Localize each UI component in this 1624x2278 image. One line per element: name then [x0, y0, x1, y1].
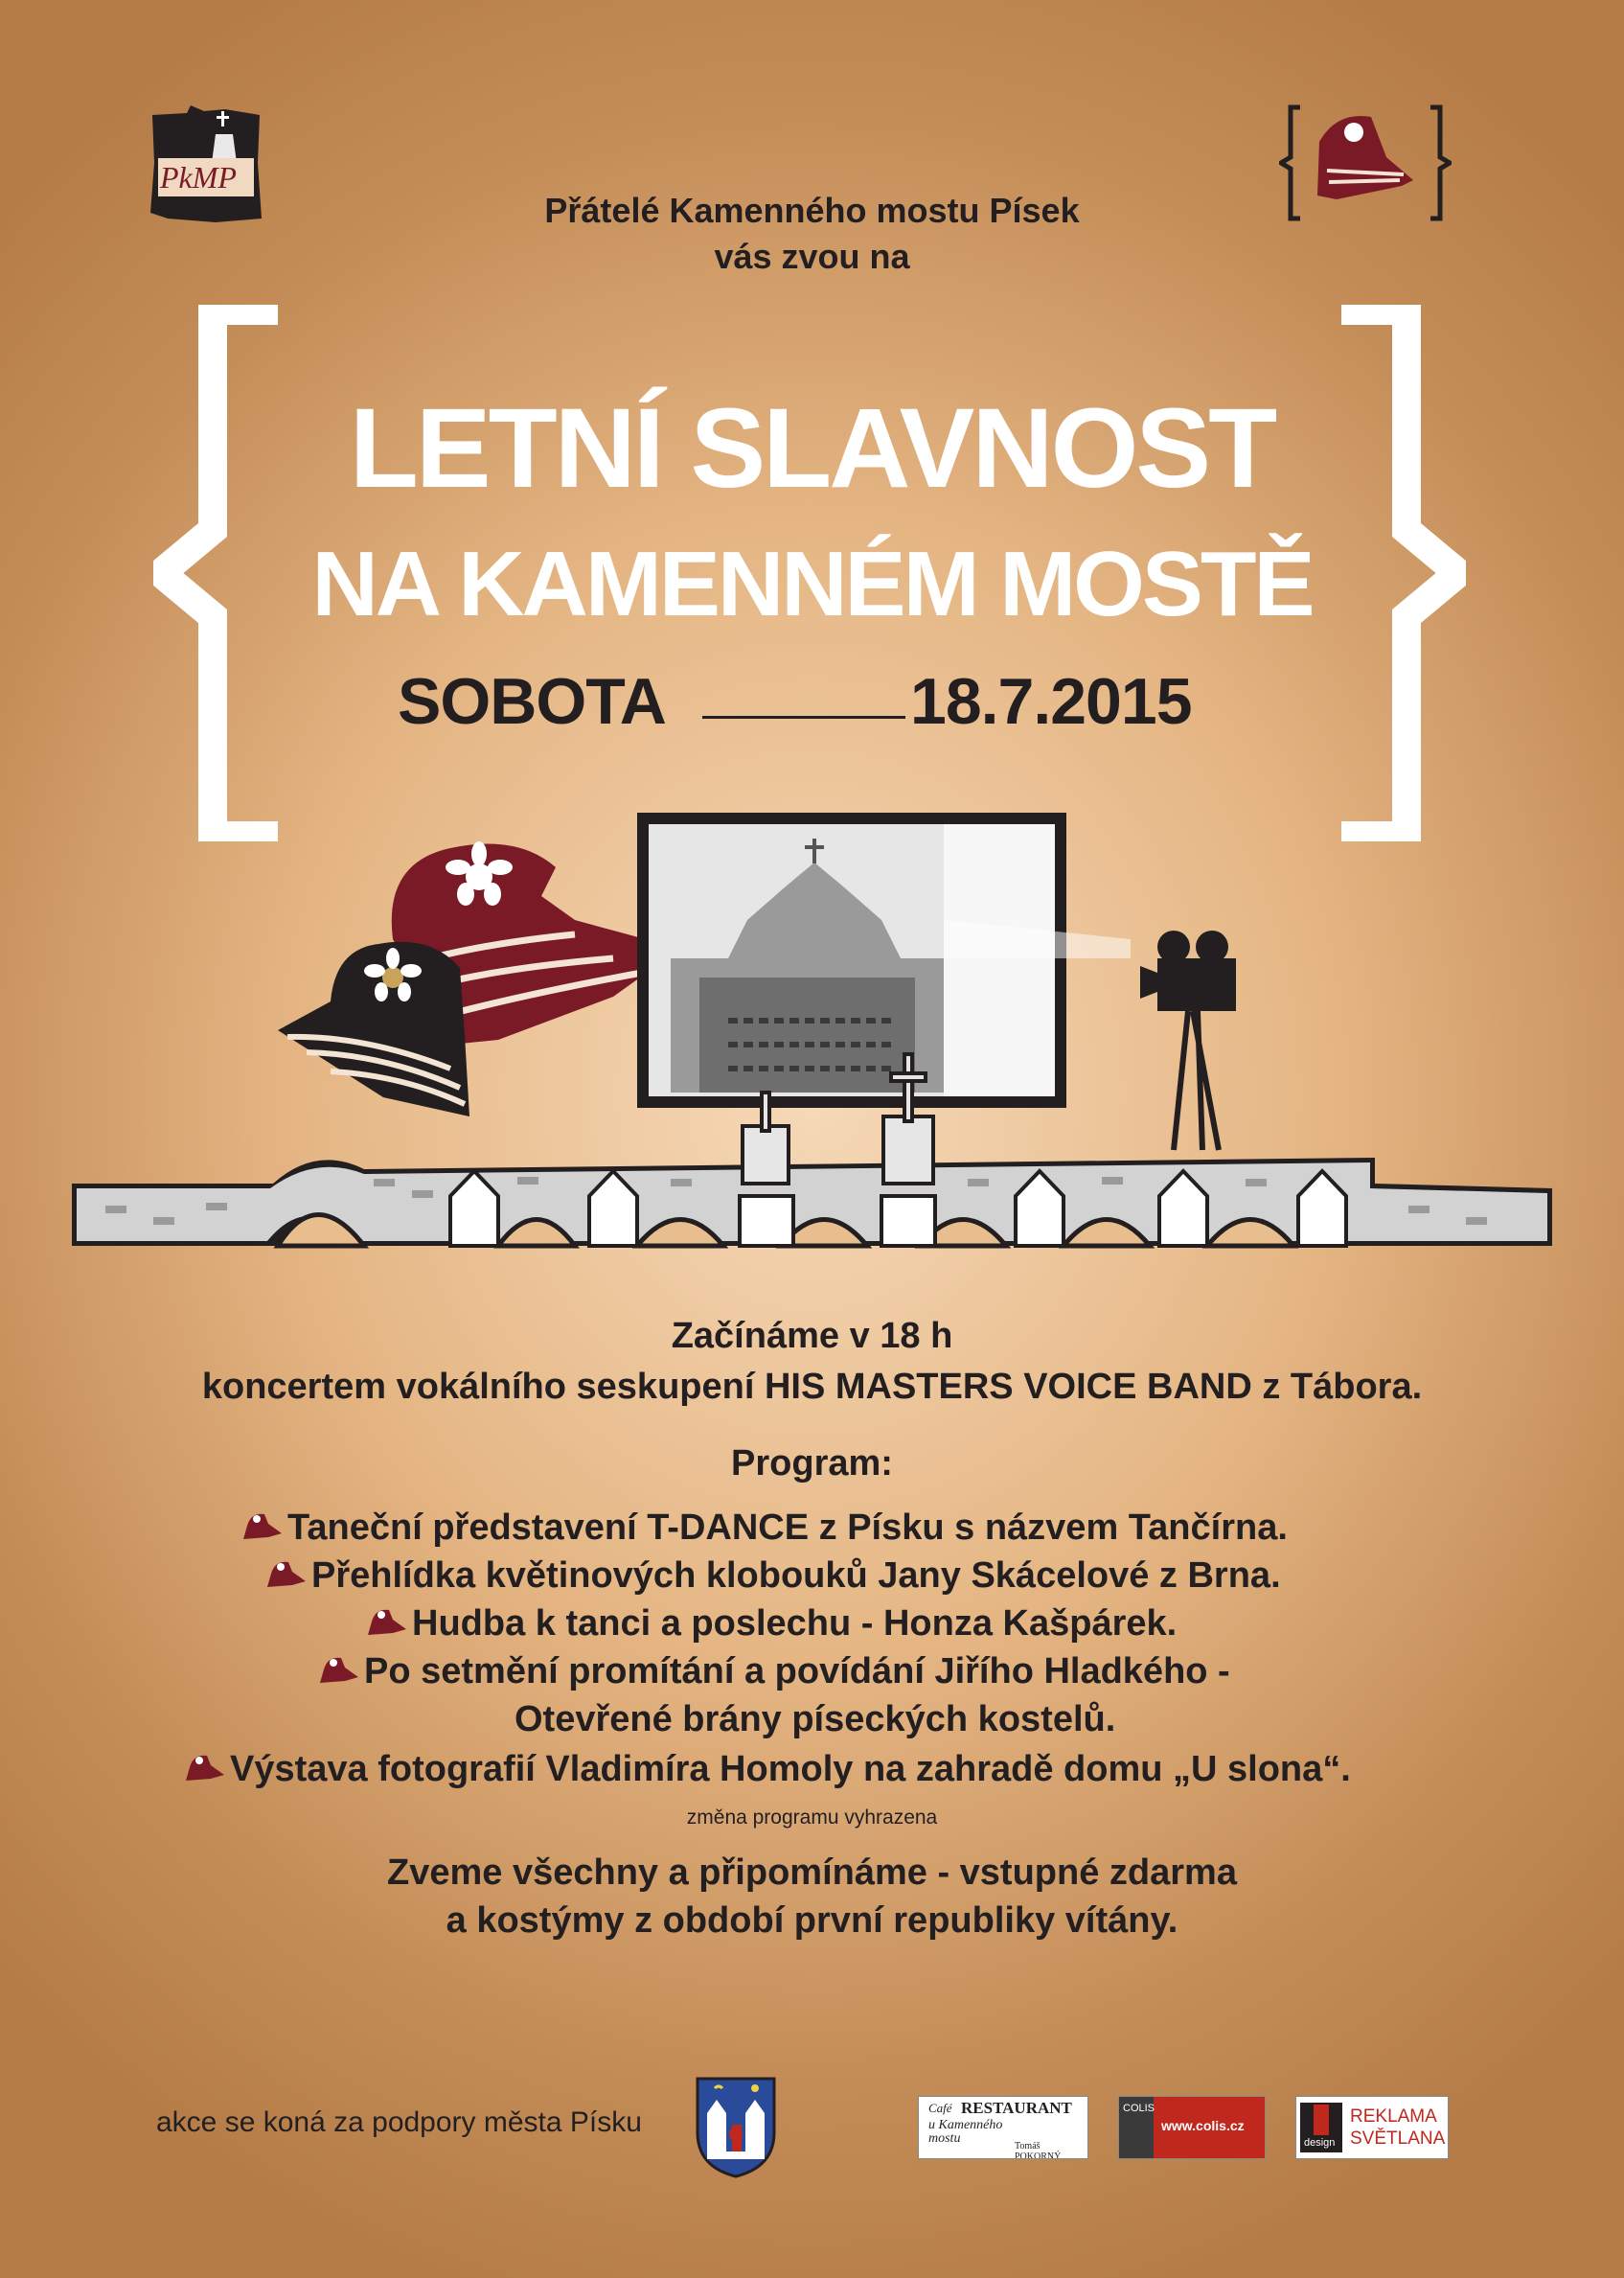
sponsor-colis-url: www.colis.cz	[1161, 2118, 1245, 2133]
sponsor-svetlana-text: SVĚTLANA	[1350, 2128, 1446, 2149]
event-date: 18.7.2015	[910, 665, 1192, 738]
program-item	[316, 1648, 1230, 1694]
program-item-text: Po setmění promítání a povídání Jiřího Hladkého -	[364, 1651, 1230, 1691]
sponsor-design-text: design	[1304, 2137, 1336, 2149]
sponsor-restaurant: RESTAURANT	[961, 2099, 1072, 2117]
sponsor-reklama-logo	[1295, 2096, 1449, 2159]
pkmp-logo-text: PkMP	[160, 160, 237, 195]
bullet-hat-icon	[240, 1508, 282, 1543]
sponsor-cafe: Café	[928, 2101, 952, 2115]
closing-line-2: a kostýmy z období první republiky vítány.	[446, 1900, 1178, 1941]
bullet-hat-icon	[364, 1604, 406, 1639]
sponsor-reklama-text: REKLAMA	[1350, 2106, 1437, 2127]
bullet-hat-icon	[182, 1750, 224, 1784]
program-heading: Program:	[731, 1443, 893, 1484]
sponsor-line2: u Kamenného	[928, 2118, 1003, 2132]
bullet-hat-icon	[316, 1652, 358, 1687]
sponsor-owner: Tomáš POKORNÝ	[1015, 2141, 1062, 2159]
invite-text: vás zvou na	[714, 237, 910, 276]
title-line-2: NA KAMENNÉM MOSTĚ	[311, 533, 1313, 635]
concert-text: koncertem vokálního seskupení HIS MASTERS VOICE BAND z Tábora.	[201, 1367, 1423, 1407]
start-time-text: Začínáme v 18 h	[671, 1316, 953, 1356]
film-camera-icon	[1140, 931, 1236, 1150]
sponsor-s-mark	[1314, 2105, 1329, 2135]
sponsor-restaurant-logo	[918, 2096, 1088, 2159]
program-note: změna programu vyhrazena	[686, 1806, 938, 1829]
program-item	[240, 1505, 1288, 1551]
coat-of-arms-icon	[694, 2075, 778, 2178]
program-item-text: Přehlídka květinových klobouků Jany Skácelové z Brna.	[311, 1555, 1281, 1596]
sponsor-colis-brand: COLIS	[1123, 2103, 1155, 2114]
sponsor-line3: mostu	[928, 2131, 961, 2146]
organizer-text: Přátelé Kamenného mostu Písek	[544, 191, 1080, 230]
event-day: SOBOTA	[398, 665, 666, 738]
hats-illustration-icon	[278, 841, 680, 1116]
program-item	[182, 1746, 1351, 1792]
program-item	[364, 1600, 1177, 1646]
program-item	[263, 1553, 1281, 1599]
closing-line-1: Zveme všechny a připomínáme - vstupné zdarma	[387, 1852, 1237, 1893]
illustration	[0, 805, 1624, 1265]
program-item-text: Otevřené brány píseckých kostelů.	[515, 1699, 1116, 1739]
program-item-text: Výstava fotografií Vladimíra Homoly na zahradě domu „U slona“.	[230, 1749, 1351, 1789]
date-divider	[702, 716, 905, 719]
program-item-continuation	[515, 1696, 1115, 1742]
title-line-1: LETNÍ SLAVNOST	[349, 385, 1275, 512]
support-text: akce se koná za podpory města Písku	[156, 2106, 642, 2138]
program-item-text: Taneční představení T-DANCE z Písku s názvem Tančírna.	[287, 1507, 1288, 1548]
sponsor-colis-logo	[1118, 2096, 1266, 2159]
projection-screen-icon	[637, 813, 1131, 1108]
program-item-text: Hudba k tanci a poslechu - Honza Kašpárek.	[412, 1603, 1178, 1644]
bullet-hat-icon	[263, 1556, 306, 1591]
